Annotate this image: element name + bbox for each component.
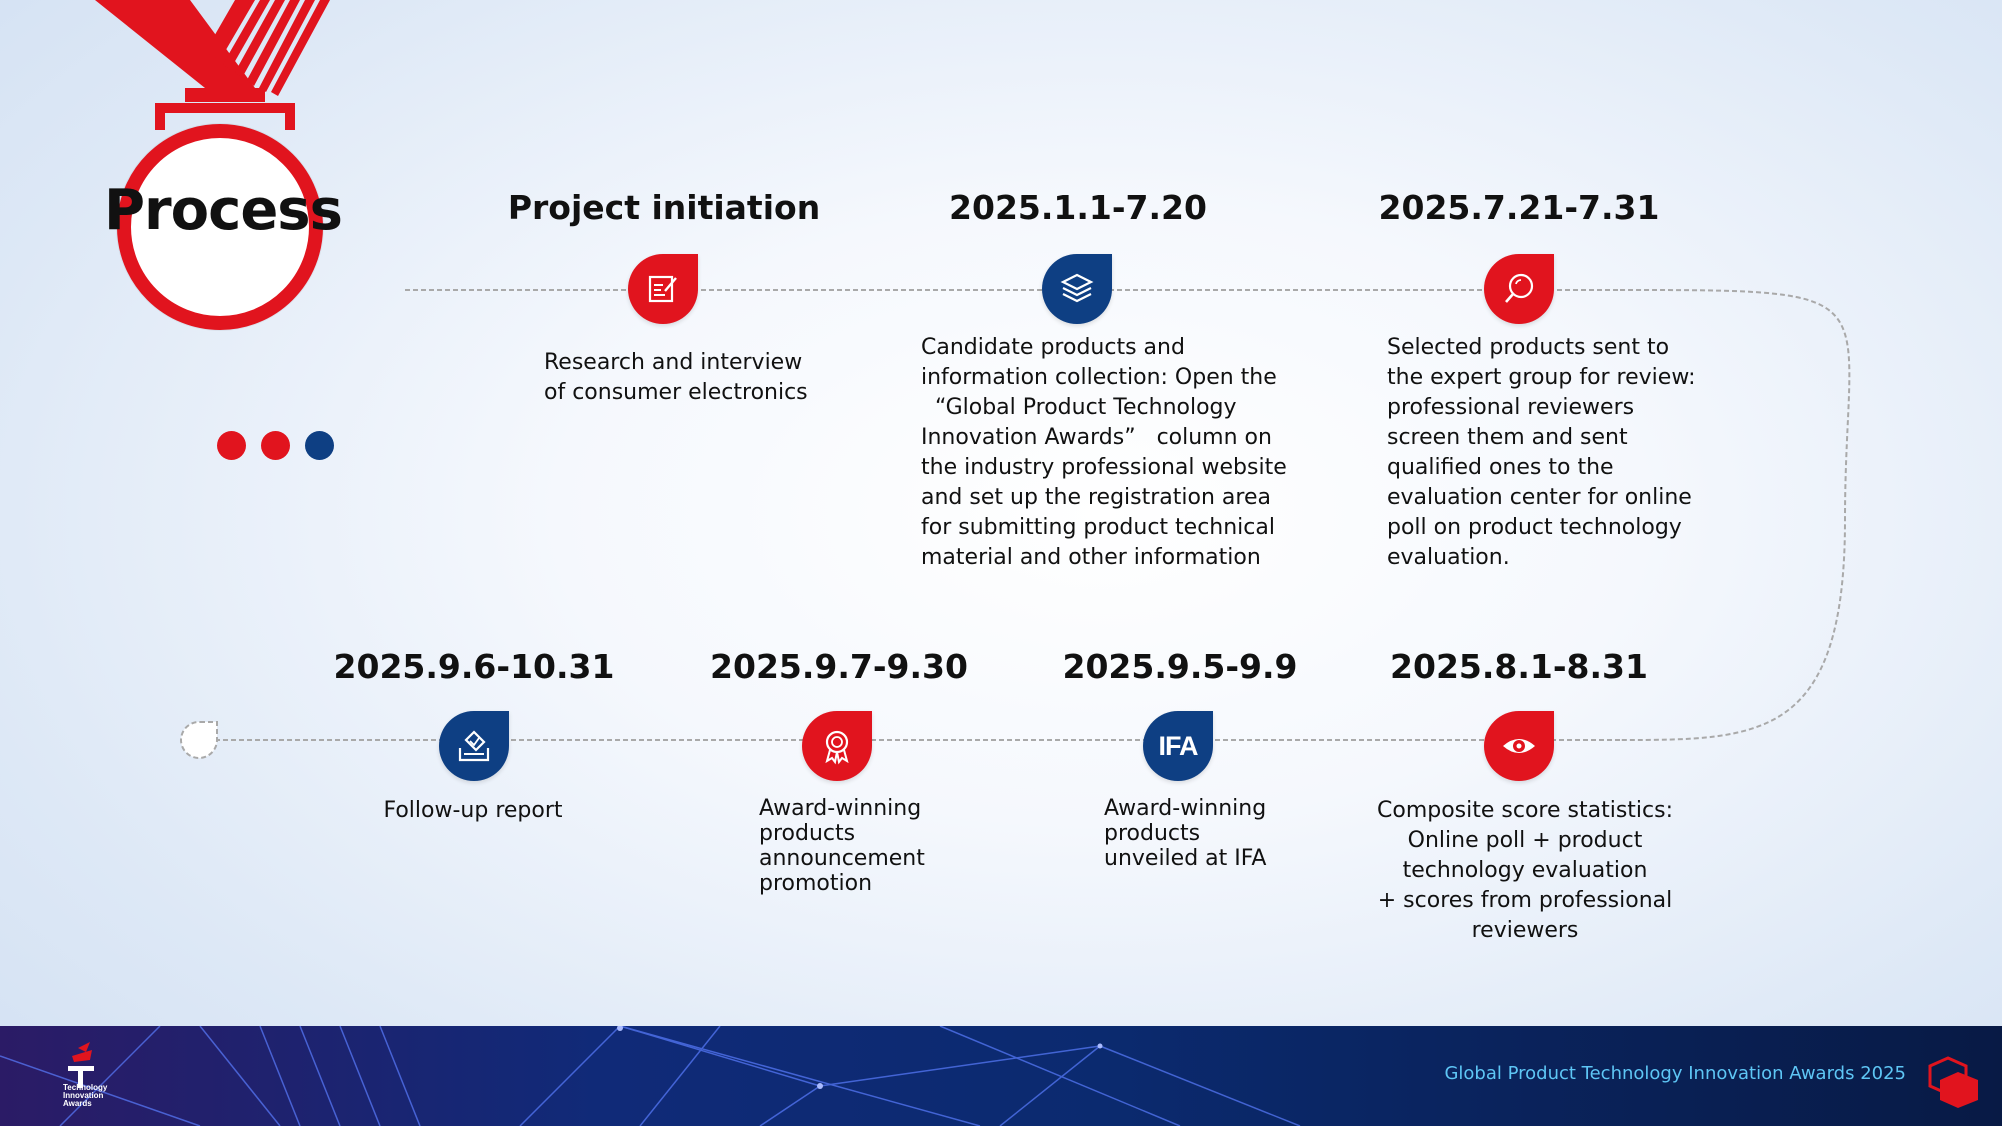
decor-dot-red-2: [261, 431, 290, 460]
footer-logo-text: Technology Innovation Awards: [63, 1083, 108, 1108]
step-title: 2025.9.7-9.30: [710, 647, 968, 686]
step-description: Follow-up report: [383, 798, 563, 823]
report-icon: [439, 711, 509, 781]
footer-title: Global Product Technology Innovation Awards 2025: [1444, 1063, 1906, 1084]
step-description: Composite score statistics: Online poll + product technology evaluation + scores from professional reviewers: [1377, 798, 1673, 943]
ifa-icon: IFA: [1143, 711, 1213, 781]
layers-icon: [1042, 254, 1112, 324]
timeline-end-drop: [181, 722, 217, 758]
search-chat-icon: [1484, 254, 1554, 324]
step-description: Candidate products and information collection: Open the “Global Product Technology Innovation Awards” column on the industry professional website and set up the registration area for submitting product technical material and other information: [921, 335, 1287, 570]
page-title: Process: [104, 178, 342, 243]
medal-ribbon: [90, 0, 360, 140]
decor-dot-blue: [305, 431, 334, 460]
step-title: 2025.9.5-9.9: [1062, 647, 1298, 686]
step-description: Award-winning products announcement promotion: [759, 796, 925, 896]
step-title: 2025.1.1-7.20: [949, 188, 1207, 227]
step-title: 2025.7.21-7.31: [1378, 188, 1660, 227]
decor-dot-red-1: [217, 431, 246, 460]
step-title: Project initiation: [507, 188, 821, 227]
cube-icon: [1924, 1056, 1982, 1110]
footer-banner: [0, 1026, 2002, 1126]
step-description: Research and interview of consumer electronics: [544, 350, 808, 405]
step-title: 2025.9.6-10.31: [333, 647, 615, 686]
eye-icon: [1484, 711, 1554, 781]
step-title: 2025.8.1-8.31: [1390, 647, 1648, 686]
step-description: Award-winning products unveiled at IFA: [1104, 796, 1267, 871]
bottom-strip: [0, 1126, 2002, 1140]
step-description: Selected products sent to the expert group for review: professional reviewers screen them and sent qualified ones to the evaluation center for online poll on product technology evaluation.: [1387, 335, 1696, 570]
award-icon: [802, 711, 872, 781]
edit-icon: [628, 254, 698, 324]
